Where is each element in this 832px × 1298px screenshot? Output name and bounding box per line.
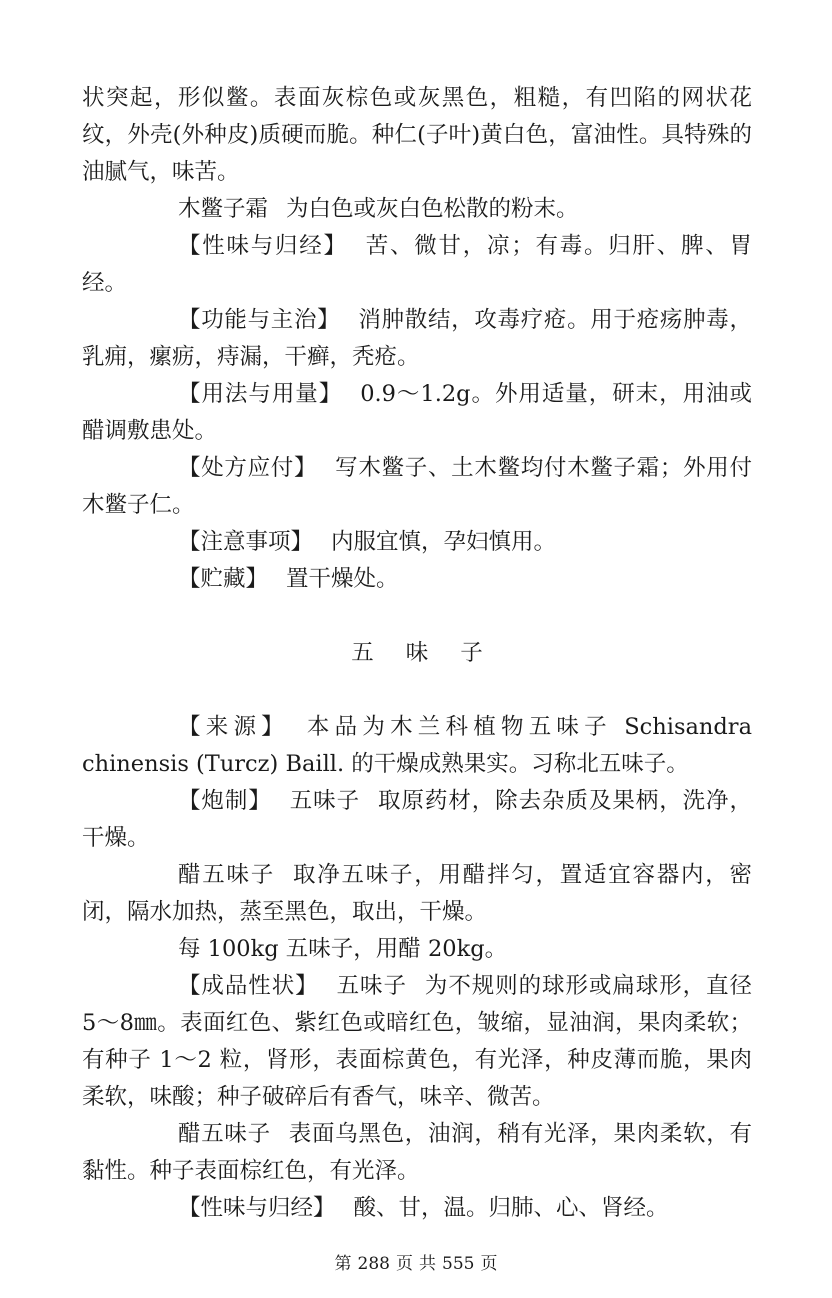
paragraph-source xyxy=(82,709,752,783)
paragraph-text: 写木鳖子、土木鳖均付木鳖子霜；外用付木鳖子仁。 xyxy=(82,455,752,518)
paragraph-mubiezi-shuang xyxy=(82,191,752,228)
paragraph-text: 表面乌黑色，油润，稍有光泽，果肉柔软，有黏性。种子表面棕红色，有光泽。 xyxy=(82,1121,752,1184)
paragraph-label: 【性味与归经】 xyxy=(178,233,348,259)
paragraph-label: 【来源】 xyxy=(178,714,289,740)
paragraph-processing xyxy=(82,783,752,857)
paragraph-continuation xyxy=(82,80,752,191)
paragraph-vinegar-traits xyxy=(82,1116,752,1190)
paragraph-text: 本品为木兰科植物五味子 Schisandra chinensis (Turcz) Baill. 的干燥成熟果实。习称北五味子。 xyxy=(82,714,752,777)
paragraph-property-meridian xyxy=(82,228,752,302)
paragraph-text: 为不规则的球形或扁球形，直径 5～8㎜。表面红色、紫红色或暗红色，皱缩，显油润，果肉柔软；有种子 1～2 粒，肾形，表面棕黄色，有光泽，种皮薄而脆，果肉柔软，味酸；种子破碎后有香气，味辛、微苦。 xyxy=(82,973,752,1110)
paragraph-sublabel: 五味子 xyxy=(336,973,407,999)
paragraph-label: 【成品性状】 xyxy=(178,973,319,999)
paragraph-text: 置干燥处。 xyxy=(286,566,399,592)
footer-prefix: 第 xyxy=(334,1254,352,1274)
paragraph-text: 消肿散结，攻毒疗疮。用于疮疡肿毒，乳痈，瘰疬，痔漏，干癣，秃疮。 xyxy=(82,307,752,370)
paragraph-label: 【性味与归经】 xyxy=(178,1195,336,1221)
paragraph-text: 取原药材，除去杂质及果柄，洗净，干燥。 xyxy=(82,788,752,851)
paragraph-text: 状突起，形似鳖。表面灰棕色或灰黑色，粗糙，有凹陷的网状花纹，外壳(外种皮)质硬而脆。种仁(子叶)黄白色，富油性。具特殊的油腻气，味苦。 xyxy=(82,85,752,185)
paragraph-usage-dosage xyxy=(82,376,752,450)
paragraph-label: 【炮制】 xyxy=(178,788,272,814)
paragraph-text: 苦、微甘，凉；有毒。归肝、脾、胃经。 xyxy=(82,233,752,296)
document-body xyxy=(82,80,752,1227)
paragraph-function-indication xyxy=(82,302,752,376)
paragraph-label: 【功能与主治】 xyxy=(178,307,341,333)
paragraph-text: 0.9～1.2g。外用适量，研末，用油或醋调敷患处。 xyxy=(82,381,752,444)
paragraph-text: 酸、甘，温。归肺、心、肾经。 xyxy=(353,1195,669,1221)
section-title: 五味子 xyxy=(351,640,515,666)
paragraph-property-meridian-2 xyxy=(82,1190,752,1227)
paragraph-prescription xyxy=(82,450,752,524)
footer-total-prefix: 共 xyxy=(419,1254,436,1274)
footer-total-unit: 页 xyxy=(480,1254,498,1274)
paragraph-sublabel: 五味子 xyxy=(289,788,361,814)
paragraph-text: 为白色或灰白色松散的粉末。 xyxy=(286,196,579,222)
paragraph-label: 【用法与用量】 xyxy=(178,381,343,407)
page-footer xyxy=(0,1252,832,1276)
paragraph-label: 木鳖子霜 xyxy=(178,196,269,222)
paragraph-vinegar-ratio xyxy=(82,931,752,968)
footer-total-pages: 555 xyxy=(442,1254,475,1274)
footer-page-unit: 页 xyxy=(396,1254,413,1274)
paragraph-label: 醋五味子 xyxy=(178,1121,271,1147)
paragraph-vinegar-processing xyxy=(82,857,752,931)
paragraph-product-traits xyxy=(82,968,752,1116)
paragraph-text: 取净五味子，用醋拌匀，置适宜容器内，密闭，隔水加热，蒸至黑色，取出，干燥。 xyxy=(82,862,752,925)
paragraph-storage xyxy=(82,561,752,598)
paragraph-label: 醋五味子 xyxy=(178,862,275,888)
paragraph-label: 【贮藏】 xyxy=(178,566,269,592)
paragraph-label: 【注意事项】 xyxy=(178,529,314,555)
footer-page-number: 288 xyxy=(357,1254,390,1274)
paragraph-text: 内服宜慎，孕妇慎用。 xyxy=(331,529,557,555)
paragraph-text: 每 100kg 五味子，用醋 20kg。 xyxy=(178,936,508,962)
paragraph-label: 【处方应付】 xyxy=(178,455,318,481)
paragraph-precautions xyxy=(82,524,752,561)
